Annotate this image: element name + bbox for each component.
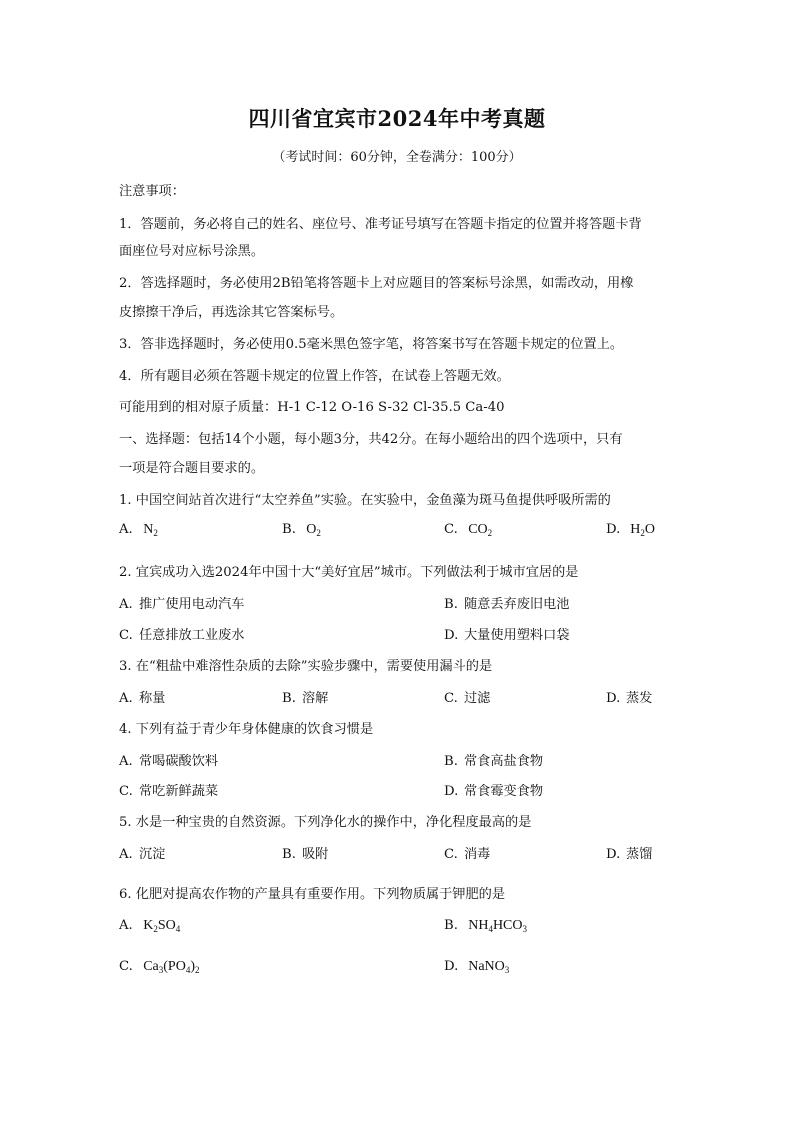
formula: $H_2O$ bbox=[630, 522, 655, 538]
q1-option-c: C. $CO_2$ bbox=[444, 522, 493, 538]
q3-option-b: B. 溶解 bbox=[282, 691, 329, 706]
formula: $O_2$ bbox=[306, 522, 321, 538]
question-4-stem: 4. 下列有益于青少年身体健康的饮食习惯是 bbox=[119, 722, 374, 737]
question-3-stem: 3. 在“粗盐中难溶性杂质的去除”实验步骤中，需要使用漏斗的是 bbox=[119, 659, 493, 674]
q2-option-c: C. 任意排放工业废水 bbox=[119, 628, 245, 643]
formula: $NH_4HCO_3$ bbox=[468, 918, 527, 934]
page-title: 四川省宜宾市2024年中考真题 bbox=[248, 106, 546, 131]
q4-option-b: B. 常食高盐食物 bbox=[444, 754, 544, 769]
question-2-stem: 2. 宜宾成功入选2024年中国十大“美好宜居”城市。下列做法利于城市宜居的是 bbox=[119, 565, 579, 580]
q5-option-b: B. 吸附 bbox=[282, 847, 329, 862]
q4-option-c: C. 常吃新鲜蔬菜 bbox=[119, 784, 219, 799]
formula: $Ca_3(PO_4)_2$ bbox=[143, 959, 200, 975]
note-line: 4．所有题目必须在答题卡规定的位置上作答，在试卷上答题无效。 bbox=[119, 369, 510, 384]
q5-option-c: C. 消毒 bbox=[444, 847, 491, 862]
note-line: 2．答选择题时，务必使用2B铅笔将答题卡上对应题目的答案标号涂黑，如需改动，用橡 bbox=[119, 276, 634, 291]
q6-option-d: D. NaNO$_3$ bbox=[444, 959, 510, 975]
q4-option-a: A. 常喝碳酸饮料 bbox=[119, 754, 219, 769]
formula: $N_2$ bbox=[143, 522, 158, 538]
q3-option-a: A. 称量 bbox=[119, 691, 166, 706]
q6-option-c: C. $Ca_3(PO_4)_2$ bbox=[119, 959, 200, 975]
q4-option-d: D. 常食霉变食物 bbox=[444, 784, 544, 799]
q1-option-b: B. $O_2$ bbox=[282, 522, 321, 538]
q6-option-a: A. $K_2SO_4$ bbox=[119, 918, 181, 934]
note-line: 皮擦擦干净后，再选涂其它答案标号。 bbox=[119, 305, 344, 320]
atomic-masses: 可能用到的相对原子质量：H-1 C-12 O-16 S-32 Cl-35.5 Ca-40 bbox=[119, 400, 505, 415]
section-heading-cont: 一项是符合题目要求的。 bbox=[119, 461, 265, 476]
q5-option-a: A. 沉淀 bbox=[119, 847, 166, 862]
q1-option-d: D. $H_2O$ bbox=[606, 522, 655, 538]
note-line: 1．答题前，务必将自己的姓名、座位号、准考证号填写在答题卡指定的位置并将答题卡背 bbox=[119, 217, 642, 232]
q2-option-b: B. 随意丢弃废旧电池 bbox=[444, 597, 570, 612]
q2-option-a: A. 推广使用电动汽车 bbox=[119, 597, 245, 612]
formula: $CO_2$ bbox=[468, 522, 493, 538]
q3-option-d: D. 蒸发 bbox=[606, 691, 653, 706]
exam-time-info: （考试时间：60分钟，全卷满分：100分） bbox=[272, 150, 522, 165]
question-5-stem: 5. 水是一种宝贵的自然资源。下列净化水的操作中，净化程度最高的是 bbox=[119, 815, 532, 830]
notes-heading: 注意事项： bbox=[119, 184, 185, 199]
q2-option-d: D. 大量使用塑料口袋 bbox=[444, 628, 570, 643]
note-line: 3．答非选择题时，务必使用0.5毫米黑色签字笔，将答案书写在答题卡规定的位置上。 bbox=[119, 337, 624, 352]
section-heading: 一、选择题：包括14个小题，每小题3分，共42分。在每小题给出的四个选项中，只有 bbox=[119, 432, 623, 447]
q3-option-c: C. 过滤 bbox=[444, 691, 491, 706]
formula: NaNO$_3$ bbox=[468, 959, 510, 975]
formula: $K_2SO_4$ bbox=[143, 918, 181, 934]
note-line: 面座位号对应标号涂黑。 bbox=[119, 244, 265, 259]
question-1-stem: 1. 中国空间站首次进行“太空养鱼”实验。在实验中，金鱼藻为斑马鱼提供呼吸所需的 bbox=[119, 493, 611, 508]
question-6-stem: 6. 化肥对提高农作物的产量具有重要作用。下列物质属于钾肥的是 bbox=[119, 887, 506, 902]
q6-option-b: B. $NH_4HCO_3$ bbox=[444, 918, 527, 934]
q5-option-d: D. 蒸馏 bbox=[606, 847, 653, 862]
q1-option-a: A. $N_2$ bbox=[119, 522, 158, 538]
